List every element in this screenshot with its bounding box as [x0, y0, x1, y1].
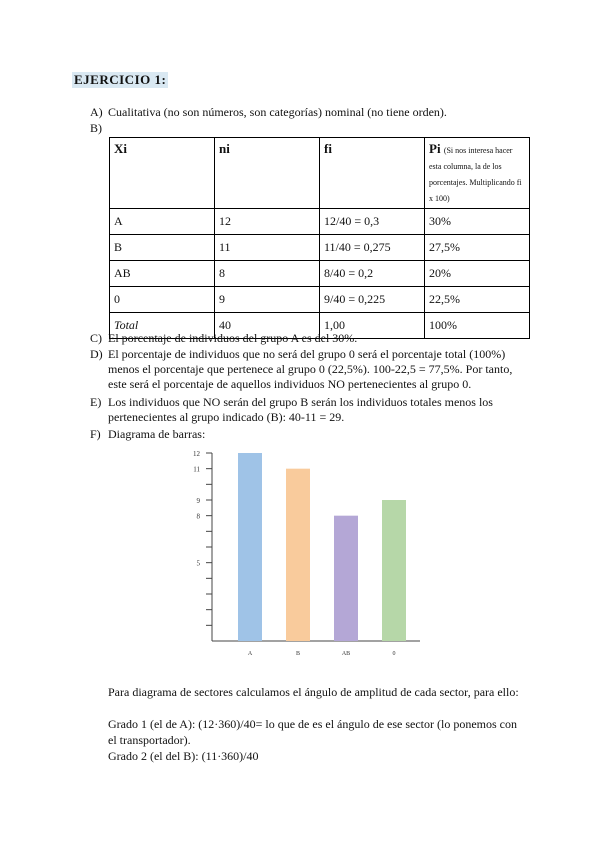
header-ni: ni: [215, 138, 320, 209]
cell-fi: 11/40 = 0,275: [320, 235, 425, 261]
item-f-label: F): [90, 427, 101, 441]
table-row: [110, 235, 530, 261]
table-row: [110, 209, 530, 235]
item-e-text: [108, 395, 528, 425]
cell-fi: 9/40 = 0,225: [320, 287, 425, 313]
item-d-line: este será el porcentaje de aquellos individuos NO pertenecientes al grupo 0.: [108, 377, 472, 391]
x-tick-label: 0: [392, 651, 396, 657]
cell-ni: 9: [215, 287, 320, 313]
bar-chart: [190, 445, 430, 665]
paragraph-grado-2: Grado 2 (el del B): (11·360)/40: [108, 749, 259, 763]
cell-xi: AB: [110, 261, 215, 287]
paragraph-sectors: Para diagrama de sectores calculamos el ángulo de amplitud de cada sector, para ello:: [108, 685, 519, 699]
exercise-heading: EJERCICIO 1:: [74, 72, 167, 87]
item-e-line: Los individuos que NO serán del grupo B serán los individuos totales menos los: [108, 395, 493, 409]
item-c-text: El porcentaje de individuos del grupo A es del 30%.: [108, 331, 358, 345]
cell-pi: 27,5%: [425, 235, 530, 261]
cell-xi: B: [110, 235, 215, 261]
cell-ni: 11: [215, 235, 320, 261]
cell-fi: 1,00: [320, 313, 425, 339]
header-fi: fi: [320, 138, 425, 209]
item-d-label: D): [90, 347, 103, 361]
header-pi-label: Pi: [429, 141, 441, 156]
item-e-line: pertenecientes al grupo indicado (B): 40-11 = 29.: [108, 410, 345, 424]
cell-ni: 40: [215, 313, 320, 339]
item-c-label: C): [90, 331, 102, 345]
item-d-line: El porcentaje de individuos que no será del grupo 0 será el porcentaje total (100%): [108, 347, 506, 361]
x-tick-label: AB: [341, 651, 351, 657]
cell-pi: 30%: [425, 209, 530, 235]
item-d-text: [108, 347, 528, 392]
cell-ni: 12: [215, 209, 320, 235]
cell-pi: 22,5%: [425, 287, 530, 313]
bar-ab: [334, 516, 358, 641]
y-tick-label: 11: [193, 465, 200, 474]
y-tick-label: 5: [196, 559, 200, 568]
cell-xi: A: [110, 209, 215, 235]
cell-pi: 100%: [425, 313, 530, 339]
header-pi: [425, 138, 530, 209]
y-tick-label: 12: [193, 450, 200, 458]
cell-fi: 8/40 = 0,2: [320, 261, 425, 287]
cell-ni: 8: [215, 261, 320, 287]
bar-b: [286, 469, 310, 641]
bar-a: [238, 453, 262, 641]
y-tick-label: 8: [196, 512, 200, 521]
item-a-label: A): [90, 105, 103, 119]
item-e-label: E): [90, 395, 102, 409]
header-xi: Xi: [110, 138, 215, 209]
x-tick-label: A: [247, 651, 253, 657]
item-f-text: Diagrama de barras:: [108, 427, 206, 441]
table-row: [110, 287, 530, 313]
cell-xi: Total: [110, 313, 215, 339]
x-tick-label: B: [295, 651, 301, 657]
cell-fi: 12/40 = 0,3: [320, 209, 425, 235]
item-a-text: Cualitativa (no son números, son categorías) nominal (no tiene orden).: [108, 105, 447, 119]
y-tick-label: 9: [196, 497, 200, 505]
cell-xi: 0: [110, 287, 215, 313]
table-header-row: [110, 138, 530, 209]
frequency-table: [109, 137, 530, 339]
header-pi-note: (Si nos interesa hacer esta columna, la de los porcentajes. Multiplicando fi x 100): [429, 146, 522, 203]
table-row: [110, 261, 530, 287]
bar-0: [382, 500, 406, 641]
item-b-label: B): [90, 121, 102, 135]
item-d-line: menos el porcentaje que pertenece al grupo 0 (22,5%). 100-22,5 = 77,5%. Por tanto,: [108, 362, 513, 376]
cell-pi: 20%: [425, 261, 530, 287]
paragraph-grado-1: Grado 1 (el de A): (12·360)/40= lo que de es el ángulo de ese sector (lo ponemos con el transportador).: [108, 717, 517, 747]
